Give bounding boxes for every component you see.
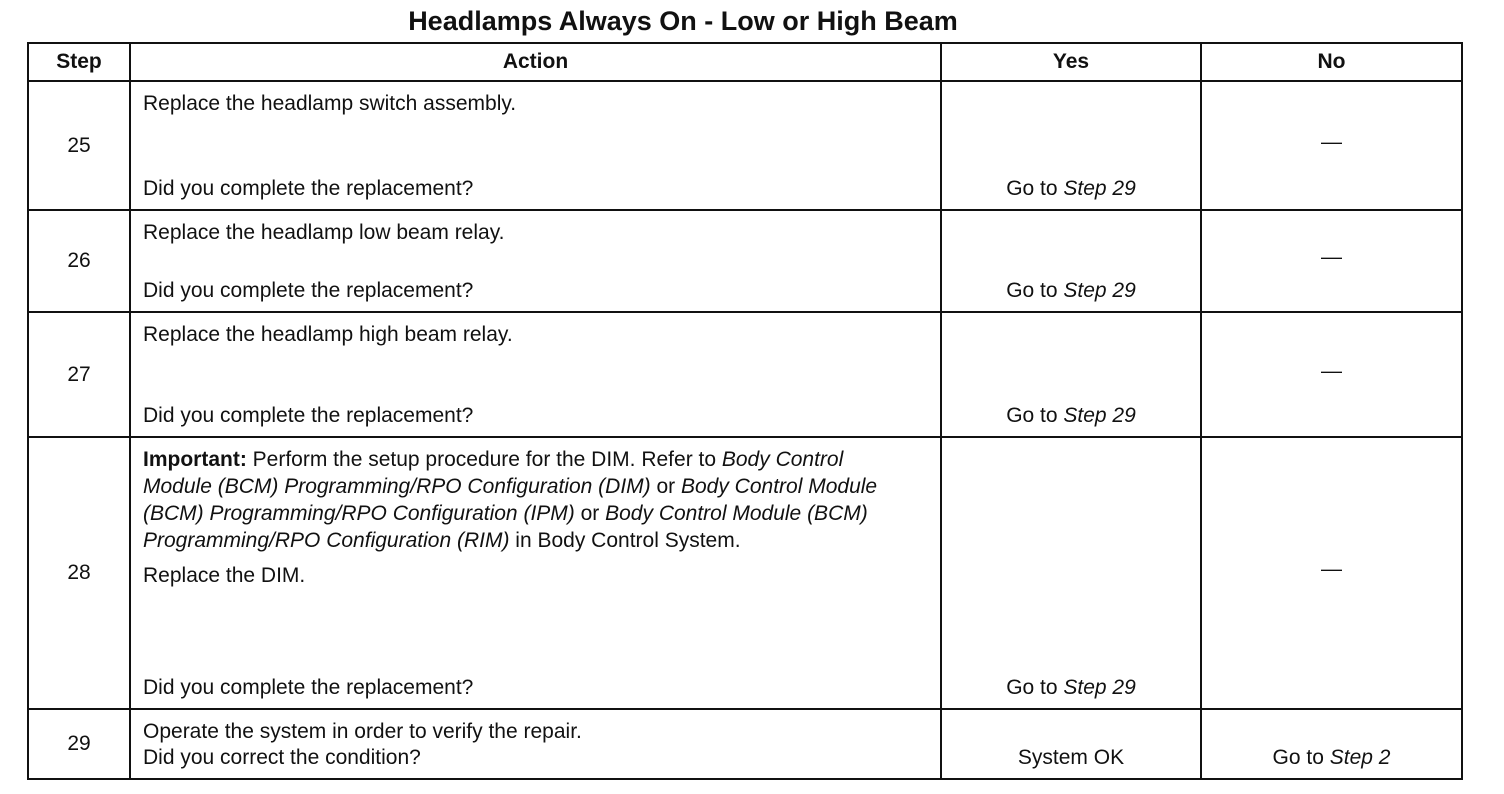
yes-cell [941, 81, 1201, 210]
header-step: Step [28, 43, 130, 81]
yes-text: Go to [1006, 676, 1064, 699]
no-step-link[interactable]: Step 2 [1329, 746, 1391, 769]
step-number: 28 [28, 437, 130, 709]
no-cell [1201, 709, 1462, 779]
action-cell [130, 210, 941, 312]
question-text: Did you complete the replacement? [143, 676, 474, 699]
action-text: Operate the system in order to verify the repair. [143, 720, 582, 743]
question-text: Did you complete the replacement? [143, 404, 474, 427]
step-number: 26 [28, 210, 130, 312]
yes-cell [941, 312, 1201, 437]
action-text: Replace the DIM. [143, 564, 306, 587]
action-cell [130, 437, 941, 709]
no-cell [1201, 312, 1462, 437]
or-text: or [574, 502, 606, 525]
action-text: Replace the headlamp low beam relay. [143, 221, 505, 244]
yes-step-link[interactable]: Step 29 [1063, 676, 1136, 699]
important-note [143, 446, 913, 554]
action-text: Replace the headlamp high beam relay. [143, 323, 513, 346]
step-number: 27 [28, 312, 130, 437]
yes-cell [941, 210, 1201, 312]
step-number: 29 [28, 709, 130, 779]
no-text: — [1321, 358, 1342, 382]
reference-link[interactable]: Body Control Module (BCM) Programming/RPO Configuration (IPM) [143, 475, 878, 525]
yes-cell [941, 709, 1201, 779]
or-text: or [650, 475, 681, 498]
no-text: — [1321, 245, 1342, 269]
action-cell [130, 81, 941, 210]
no-text: Go to [1272, 746, 1330, 769]
step-number: 25 [28, 81, 130, 210]
reference-link[interactable]: Body Control Module (BCM) Programming/RPO Configuration (DIM) [143, 448, 844, 498]
tail-text: in Body Control System. [509, 529, 741, 552]
diagnostic-table [27, 42, 1463, 780]
yes-step-link[interactable]: Step 29 [1063, 404, 1136, 427]
no-cell [1201, 81, 1462, 210]
page-title: Headlamps Always On - Low or High Beam [408, 6, 958, 36]
yes-text: Go to [1006, 279, 1064, 302]
table-row [28, 437, 1462, 709]
question-text: Did you correct the condition? [143, 746, 421, 769]
no-text: — [1321, 557, 1342, 581]
yes-text: System OK [1017, 746, 1125, 769]
question-text: Did you complete the replacement? [143, 279, 474, 302]
header-yes: Yes [941, 43, 1201, 81]
table-row [28, 210, 1462, 312]
yes-text: Go to [1006, 177, 1064, 200]
header-no: No [1201, 43, 1462, 81]
yes-cell [941, 437, 1201, 709]
action-cell [130, 312, 941, 437]
action-cell [130, 709, 941, 779]
important-text: Perform the setup procedure for the DIM. Refer to [246, 448, 722, 471]
yes-text: Go to [1006, 404, 1064, 427]
yes-step-link[interactable]: Step 29 [1063, 177, 1136, 200]
reference-link[interactable]: Body Control Module (BCM) Programming/RPO Configuration (RIM) [143, 502, 868, 552]
table-row [28, 81, 1462, 210]
header-action: Action [130, 43, 941, 81]
action-text: Replace the headlamp switch assembly. [143, 92, 517, 115]
no-cell [1201, 437, 1462, 709]
question-text: Did you complete the replacement? [143, 177, 474, 200]
important-label: Important: [143, 448, 247, 471]
table-row [28, 709, 1462, 779]
no-cell [1201, 210, 1462, 312]
no-text: — [1321, 129, 1342, 153]
header-row [28, 43, 1462, 81]
yes-step-link[interactable]: Step 29 [1063, 279, 1136, 302]
table-row [28, 312, 1462, 437]
